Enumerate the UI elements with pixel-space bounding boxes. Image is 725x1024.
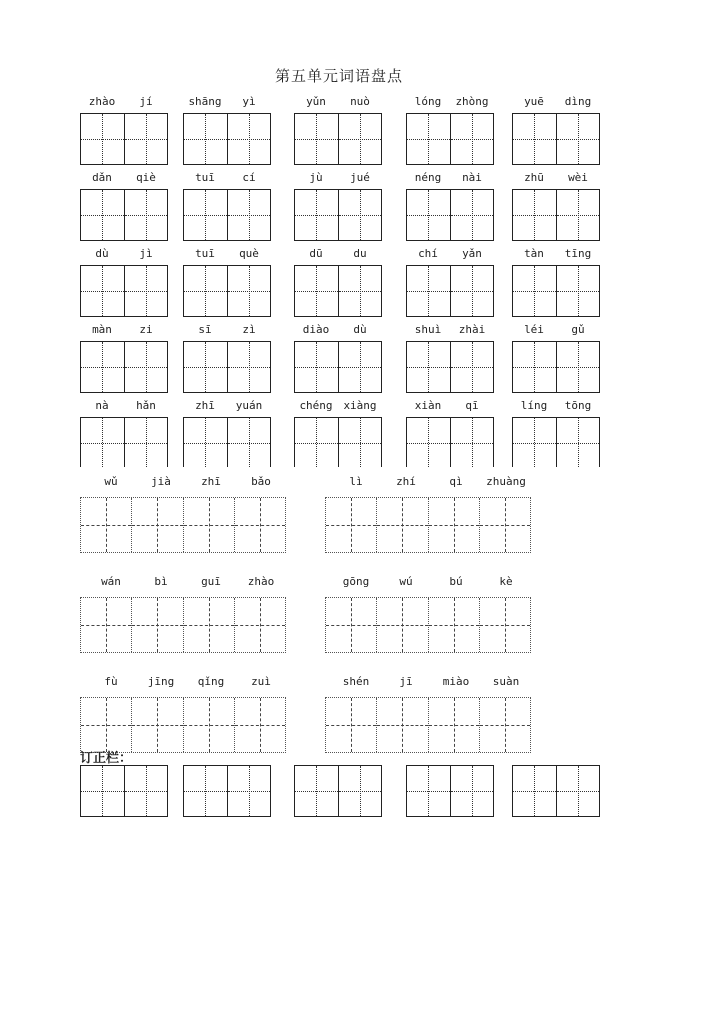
tianzige-cell[interactable] [235,598,285,652]
pinyin-syllable: màn [92,323,112,336]
tianzige-cell[interactable] [451,766,494,816]
pinyin-syllable: qì [449,475,463,488]
tianzige-cell[interactable] [228,190,271,240]
pinyin-syllable: zhài [458,323,486,336]
pinyin-syllable: zhī [195,399,215,412]
pinyin-syllable: lì [349,475,363,488]
tianzige-cell[interactable] [557,342,600,392]
pinyin-syllable: què [239,247,259,260]
pinyin-syllable: shāng [188,95,222,108]
tianzige-cell[interactable] [125,190,168,240]
tianzige-cell[interactable] [184,598,235,652]
writing-grid[interactable] [80,417,168,467]
pinyin-line [406,95,494,111]
tianzige-cell[interactable] [184,698,235,752]
tianzige-cell[interactable] [295,418,339,467]
writing-grid[interactable] [183,189,271,241]
tianzige-cell[interactable] [295,766,339,816]
pinyin-line [183,323,271,339]
pinyin-line [80,247,168,263]
pinyin-line [512,171,600,187]
pinyin-syllable: yì [242,95,256,108]
tianzige-cell[interactable] [81,266,125,316]
pinyin-syllable: sī [198,323,212,336]
pinyin-syllable: yǎn [462,247,482,260]
pinyin-line [80,399,168,415]
tianzige-cell[interactable] [132,498,183,552]
pinyin-syllable: lóng [414,95,442,108]
writing-grid[interactable] [294,341,382,393]
tianzige-cell[interactable] [557,114,600,164]
pinyin-syllable: qī [465,399,479,412]
tianzige-cell[interactable] [480,598,530,652]
tianzige-cell[interactable] [451,266,494,316]
tianzige-cell[interactable] [228,766,271,816]
pinyin-syllable: hǎn [136,399,156,412]
tianzige-cell[interactable] [295,342,339,392]
tianzige-cell[interactable] [81,190,125,240]
pinyin-syllable: jī [399,675,413,688]
pinyin-syllable: líng [520,399,548,412]
tianzige-cell[interactable] [513,114,557,164]
tianzige-cell[interactable] [235,498,285,552]
pinyin-line [406,323,494,339]
pinyin-line [325,675,533,691]
pinyin-syllable: jì [139,247,153,260]
pinyin-line [80,95,168,111]
tianzige-cell[interactable] [125,114,168,164]
pinyin-syllable: shén [342,675,370,688]
pinyin-syllable: kè [499,575,513,588]
pinyin-line [183,95,271,111]
writing-grid[interactable] [512,113,600,165]
pinyin-syllable: dù [95,247,109,260]
tianzige-cell[interactable] [339,114,382,164]
tianzige-cell[interactable] [339,342,382,392]
tianzige-cell[interactable] [228,342,271,392]
pinyin-syllable: diào [302,323,330,336]
tianzige-cell[interactable] [184,498,235,552]
pinyin-syllable: tuī [195,247,215,260]
tianzige-cell[interactable] [184,190,228,240]
pinyin-line [183,171,271,187]
tianzige-cell[interactable] [429,698,480,752]
tianzige-cell[interactable] [480,698,530,752]
pinyin-line [325,475,533,491]
pinyin-syllable: yǔn [306,95,326,108]
pinyin-line [80,675,288,691]
writing-grid[interactable] [80,113,168,165]
tianzige-cell[interactable] [326,698,377,752]
pinyin-syllable: nà [95,399,109,412]
writing-grid[interactable] [80,265,168,317]
writing-grid[interactable] [406,265,494,317]
tianzige-cell[interactable] [326,498,377,552]
writing-grid[interactable] [294,417,382,467]
tianzige-cell[interactable] [513,766,557,816]
pinyin-line [80,171,168,187]
tianzige-cell[interactable] [407,266,451,316]
pinyin-syllable: suàn [492,675,520,688]
pinyin-line [512,95,600,111]
pinyin-syllable: xiàn [414,399,442,412]
writing-grid[interactable] [294,189,382,241]
tianzige-cell[interactable] [377,598,428,652]
pinyin-syllable: wú [399,575,413,588]
tianzige-cell[interactable] [81,418,125,467]
pinyin-line [294,171,382,187]
tianzige-cell[interactable] [295,114,339,164]
tianzige-cell[interactable] [339,766,382,816]
tianzige-cell[interactable] [451,114,494,164]
writing-grid[interactable] [512,265,600,317]
tianzige-cell[interactable] [326,598,377,652]
pinyin-syllable: jí [139,95,153,108]
writing-grid[interactable] [80,189,168,241]
tianzige-cell[interactable] [184,418,228,467]
pinyin-line [294,399,382,415]
writing-grid[interactable] [183,265,271,317]
tianzige-cell[interactable] [125,766,168,816]
pinyin-line [512,323,600,339]
writing-grid[interactable] [183,417,271,467]
pinyin-line [80,475,288,491]
pinyin-line [512,399,600,415]
pinyin-syllable: qiè [136,171,156,184]
pinyin-line [512,247,600,263]
page-title: 第五单元词语盘点 [274,67,403,85]
writing-grid[interactable] [512,765,600,817]
tianzige-cell[interactable] [132,698,183,752]
writing-grid[interactable] [325,497,531,553]
tianzige-cell[interactable] [557,418,600,467]
tianzige-cell[interactable] [184,114,228,164]
worksheet [58,55,620,835]
writing-grid[interactable] [80,765,168,817]
tianzige-cell[interactable] [125,342,168,392]
tianzige-cell[interactable] [235,698,285,752]
tianzige-cell[interactable] [125,418,168,467]
pinyin-line [406,171,494,187]
pinyin-syllable: bǎo [251,475,271,488]
pinyin-syllable: yuán [235,399,263,412]
pinyin-syllable: fù [104,675,118,688]
pinyin-syllable: zhào [88,95,116,108]
pinyin-syllable: guī [201,575,221,588]
pinyin-syllable: dù [353,323,367,336]
writing-grid[interactable] [294,113,382,165]
pinyin-syllable: zhī [201,475,221,488]
tianzige-cell[interactable] [480,498,530,552]
pinyin-syllable: bì [154,575,168,588]
writing-grid[interactable] [406,341,494,393]
pinyin-syllable: yuē [524,95,544,108]
pinyin-syllable: zhū [524,171,544,184]
tianzige-cell[interactable] [407,418,451,467]
pinyin-syllable: wǔ [104,475,118,488]
pinyin-syllable: zi [139,323,153,336]
tianzige-cell[interactable] [339,190,382,240]
pinyin-syllable: tōng [564,399,592,412]
pinyin-syllable: nài [462,171,482,184]
tianzige-cell[interactable] [377,498,428,552]
pinyin-syllable: néng [414,171,442,184]
pinyin-syllable: jué [350,171,370,184]
tianzige-cell[interactable] [132,598,183,652]
writing-grid[interactable] [183,341,271,393]
pinyin-syllable: gǔ [571,323,585,336]
tianzige-cell[interactable] [429,598,480,652]
pinyin-line [80,575,288,591]
tianzige-cell[interactable] [81,114,125,164]
writing-grid[interactable] [80,697,286,753]
pinyin-syllable: gōng [342,575,370,588]
pinyin-line [183,247,271,263]
writing-grid[interactable] [406,189,494,241]
tianzige-cell[interactable] [557,190,600,240]
pinyin-syllable: wèi [568,171,588,184]
writing-grid[interactable] [183,113,271,165]
pinyin-syllable: zhào [247,575,275,588]
writing-grid[interactable] [512,189,600,241]
writing-grid[interactable] [406,765,494,817]
pinyin-syllable: zhuàng [486,475,526,488]
tianzige-cell[interactable] [184,342,228,392]
tianzige-cell[interactable] [228,266,271,316]
pinyin-syllable: zì [242,323,256,336]
pinyin-syllable: tīng [564,247,592,260]
tianzige-cell[interactable] [81,766,125,816]
pinyin-line [294,95,382,111]
pinyin-line [294,323,382,339]
tianzige-cell[interactable] [228,418,271,467]
tianzige-cell[interactable] [513,342,557,392]
tianzige-cell[interactable] [377,698,428,752]
tianzige-cell[interactable] [125,266,168,316]
writing-grid[interactable] [512,341,600,393]
pinyin-syllable: xiàng [343,399,377,412]
pinyin-syllable: chéng [299,399,333,412]
pinyin-line [325,575,533,591]
tianzige-cell[interactable] [557,266,600,316]
tianzige-cell[interactable] [81,498,132,552]
correction-label: 订正栏： [80,751,133,766]
pinyin-syllable: jīng [147,675,175,688]
tianzige-cell[interactable] [407,342,451,392]
tianzige-cell[interactable] [513,190,557,240]
tianzige-cell[interactable] [407,766,451,816]
tianzige-cell[interactable] [513,418,557,467]
tianzige-cell[interactable] [513,266,557,316]
pinyin-syllable: wán [101,575,121,588]
pinyin-syllable: tuī [195,171,215,184]
tianzige-cell[interactable] [81,598,132,652]
pinyin-syllable: zuì [251,675,271,688]
tianzige-cell[interactable] [295,190,339,240]
writing-grid[interactable] [80,597,286,653]
writing-grid[interactable] [183,765,271,817]
writing-grid[interactable] [294,765,382,817]
pinyin-line [80,323,168,339]
writing-grid[interactable] [406,113,494,165]
writing-grid[interactable] [512,417,600,467]
tianzige-cell[interactable] [407,114,451,164]
pinyin-syllable: dū [309,247,323,260]
pinyin-syllable: dìng [564,95,592,108]
tianzige-cell[interactable] [184,266,228,316]
pinyin-syllable: shuì [414,323,442,336]
pinyin-line [183,399,271,415]
tianzige-cell[interactable] [429,498,480,552]
pinyin-syllable: dǎn [92,171,112,184]
pinyin-syllable: jù [309,171,323,184]
tianzige-cell[interactable] [451,342,494,392]
tianzige-cell[interactable] [228,114,271,164]
tianzige-cell[interactable] [339,266,382,316]
writing-grid[interactable] [325,697,531,753]
pinyin-syllable: bú [449,575,463,588]
pinyin-syllable: nuò [350,95,370,108]
pinyin-syllable: miào [442,675,470,688]
pinyin-syllable: léi [524,323,544,336]
tianzige-cell[interactable] [557,766,600,816]
pinyin-syllable: du [353,247,367,260]
tianzige-cell[interactable] [184,766,228,816]
pinyin-syllable: cí [242,171,256,184]
tianzige-cell[interactable] [407,190,451,240]
pinyin-line [406,247,494,263]
writing-grid[interactable] [325,597,531,653]
writing-grid[interactable] [294,265,382,317]
pinyin-syllable: chí [418,247,438,260]
tianzige-cell[interactable] [339,418,382,467]
pinyin-line [294,247,382,263]
tianzige-cell[interactable] [81,342,125,392]
writing-grid[interactable] [80,341,168,393]
tianzige-cell[interactable] [295,266,339,316]
pinyin-syllable: qǐng [197,675,225,688]
writing-grid[interactable] [406,417,494,467]
pinyin-line [406,399,494,415]
pinyin-syllable: tàn [524,247,544,260]
writing-grid[interactable] [80,497,286,553]
pinyin-syllable: zhí [396,475,416,488]
tianzige-cell[interactable] [451,418,494,467]
pinyin-syllable: zhòng [455,95,489,108]
tianzige-cell[interactable] [451,190,494,240]
tianzige-cell[interactable] [81,698,132,752]
pinyin-syllable: jià [151,475,171,488]
